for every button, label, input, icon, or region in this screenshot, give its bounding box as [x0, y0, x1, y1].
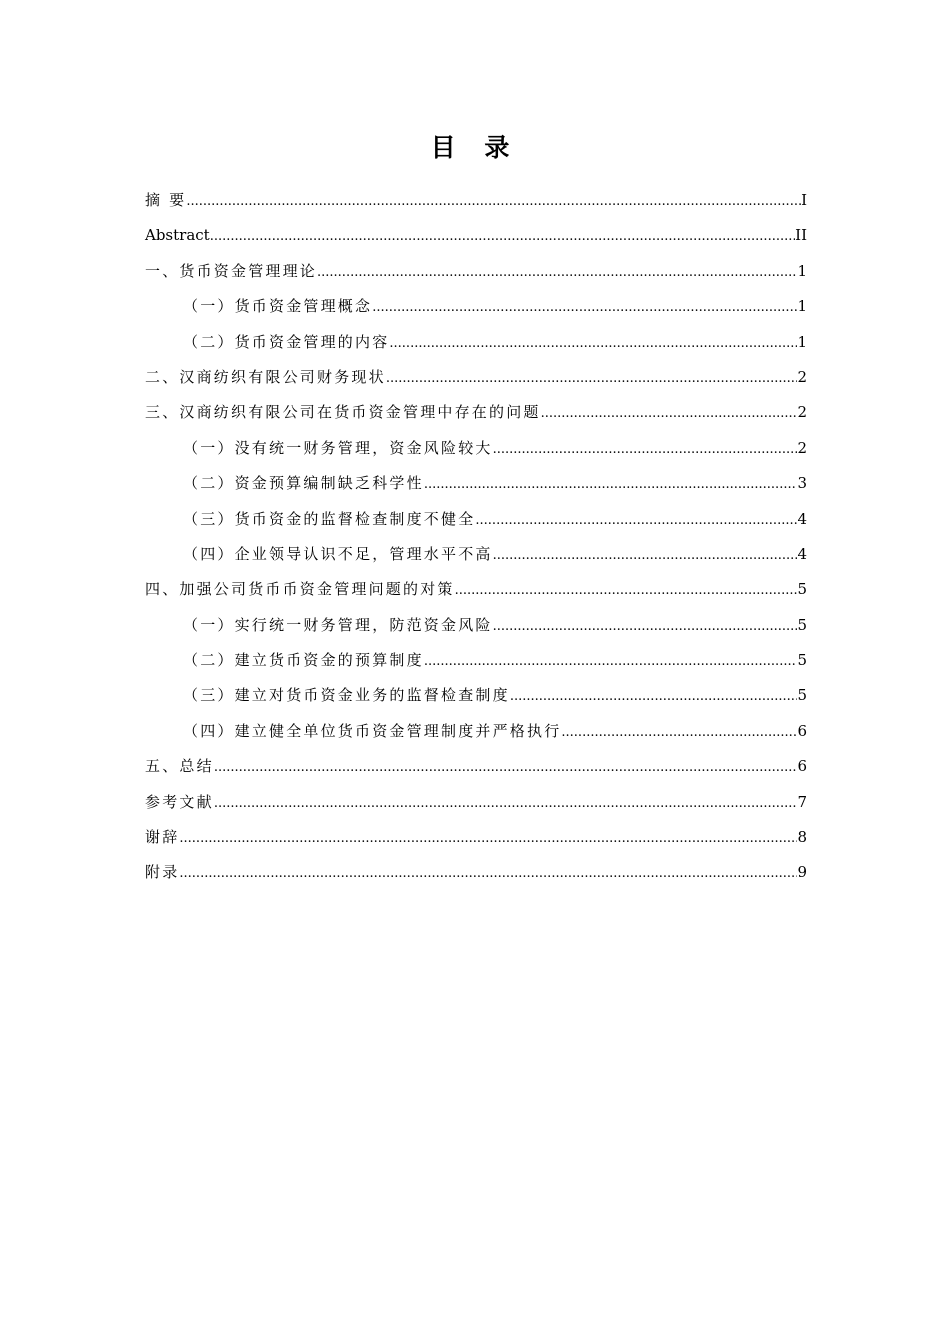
toc-entry[interactable] — [145, 643, 807, 678]
toc-dot-leader — [214, 750, 798, 785]
toc-dot-leader — [493, 538, 798, 573]
toc-entry-label: 参考文献 — [145, 792, 214, 811]
toc-entry[interactable] — [145, 325, 807, 360]
toc-entry-page-number: 5 — [797, 686, 807, 705]
toc-entry-label: （二）货币资金管理的内容 — [183, 332, 390, 351]
toc-entry-label: 五、总结 — [145, 757, 214, 776]
toc-dot-leader — [372, 290, 797, 325]
toc-entry-label: 一、货币资金管理理论 — [145, 261, 318, 280]
toc-entry-page-number: 8 — [797, 828, 807, 847]
toc-dot-leader — [424, 644, 798, 679]
toc-entry[interactable] — [145, 183, 807, 218]
toc-entry[interactable] — [145, 537, 807, 572]
toc-entry-label: 附录 — [145, 863, 180, 882]
toc-entry-label: （一）没有统一财务管理，资金风险较大 — [183, 438, 493, 457]
toc-entry-page-number: 1 — [797, 297, 807, 316]
toc-dot-leader — [214, 786, 798, 821]
toc-entry[interactable] — [145, 218, 807, 253]
toc-entry-page-number: 5 — [797, 615, 807, 634]
toc-entry-label: 谢辞 — [145, 828, 180, 847]
toc-entry-page-number: 2 — [797, 403, 807, 422]
toc-entry-page-number: 6 — [797, 721, 807, 740]
toc-entry-page-number: 4 — [797, 544, 807, 563]
toc-entry-label: 四、加强公司货币币资金管理问题的对策 — [145, 580, 455, 599]
toc-dot-leader — [179, 856, 797, 891]
toc-entry[interactable] — [145, 714, 807, 749]
toc-entry-page-number: 7 — [797, 792, 807, 811]
toc-entry-label: （四）企业领导认识不足，管理水平不高 — [183, 544, 493, 563]
toc-entry[interactable] — [145, 678, 807, 713]
toc-entry-page-number: 5 — [797, 651, 807, 670]
toc-dot-leader — [475, 503, 797, 538]
toc-entry-page-number: 6 — [797, 757, 807, 776]
toc-entry[interactable] — [145, 466, 807, 501]
toc-entry[interactable] — [145, 785, 807, 820]
toc-entry[interactable] — [145, 502, 807, 537]
toc-dot-leader — [455, 573, 798, 608]
toc-entry[interactable] — [145, 289, 807, 324]
toc-entry-label: （一）实行统一财务管理，防范资金风险 — [183, 615, 493, 634]
toc-entry-label: （三）货币资金的监督检查制度不健全 — [183, 509, 476, 528]
toc-dot-leader — [493, 432, 798, 467]
toc-entry[interactable] — [145, 395, 807, 430]
toc-entry-page-number: 9 — [797, 863, 807, 882]
toc-entry[interactable] — [145, 855, 807, 890]
toc-entry[interactable] — [145, 820, 807, 855]
toc-entry[interactable] — [145, 254, 807, 289]
toc-entry-label: 二、汉商纺织有限公司财务现状 — [145, 367, 386, 386]
toc-entry-page-number: II — [795, 226, 807, 245]
toc-entry-label: （一）货币资金管理概念 — [183, 297, 373, 316]
toc-entry[interactable] — [145, 360, 807, 395]
toc-entry-label: 摘 要 — [145, 191, 187, 209]
toc-dot-leader — [186, 184, 801, 219]
toc-entry-label: （二）资金预算编制缺乏科学性 — [183, 474, 424, 493]
table-of-contents — [145, 183, 807, 891]
toc-dot-leader — [389, 326, 797, 361]
toc-dot-leader — [541, 396, 798, 431]
toc-entry-page-number: 2 — [797, 367, 807, 386]
toc-entry-page-number: 1 — [797, 261, 807, 280]
toc-entry-page-number: 1 — [797, 332, 807, 351]
toc-entry-page-number: 2 — [797, 438, 807, 457]
toc-title: 目 录 — [430, 133, 520, 162]
toc-entry-label: （四）建立健全单位货币资金管理制度并严格执行 — [183, 721, 562, 740]
toc-entry-page-number: 4 — [797, 509, 807, 528]
toc-dot-leader — [210, 219, 795, 254]
toc-dot-leader — [561, 715, 797, 750]
toc-dot-leader — [510, 679, 798, 714]
toc-dot-leader — [179, 821, 797, 856]
toc-dot-leader — [317, 255, 797, 290]
toc-entry-page-number: I — [801, 191, 807, 209]
toc-entry-label: Abstract — [145, 226, 210, 245]
toc-entry[interactable] — [145, 608, 807, 643]
toc-entry[interactable] — [145, 572, 807, 607]
toc-entry-label: （二）建立货币资金的预算制度 — [183, 651, 424, 670]
toc-entry-label: 三、汉商纺织有限公司在货币资金管理中存在的问题 — [145, 403, 541, 422]
toc-dot-leader — [493, 609, 798, 644]
toc-entry-page-number: 3 — [797, 474, 807, 493]
toc-dot-leader — [386, 361, 798, 396]
toc-entry-page-number: 5 — [797, 580, 807, 599]
toc-entry[interactable] — [145, 749, 807, 784]
toc-dot-leader — [424, 467, 798, 502]
toc-entry[interactable] — [145, 431, 807, 466]
toc-entry-label: （三）建立对货币资金业务的监督检查制度 — [183, 686, 510, 705]
